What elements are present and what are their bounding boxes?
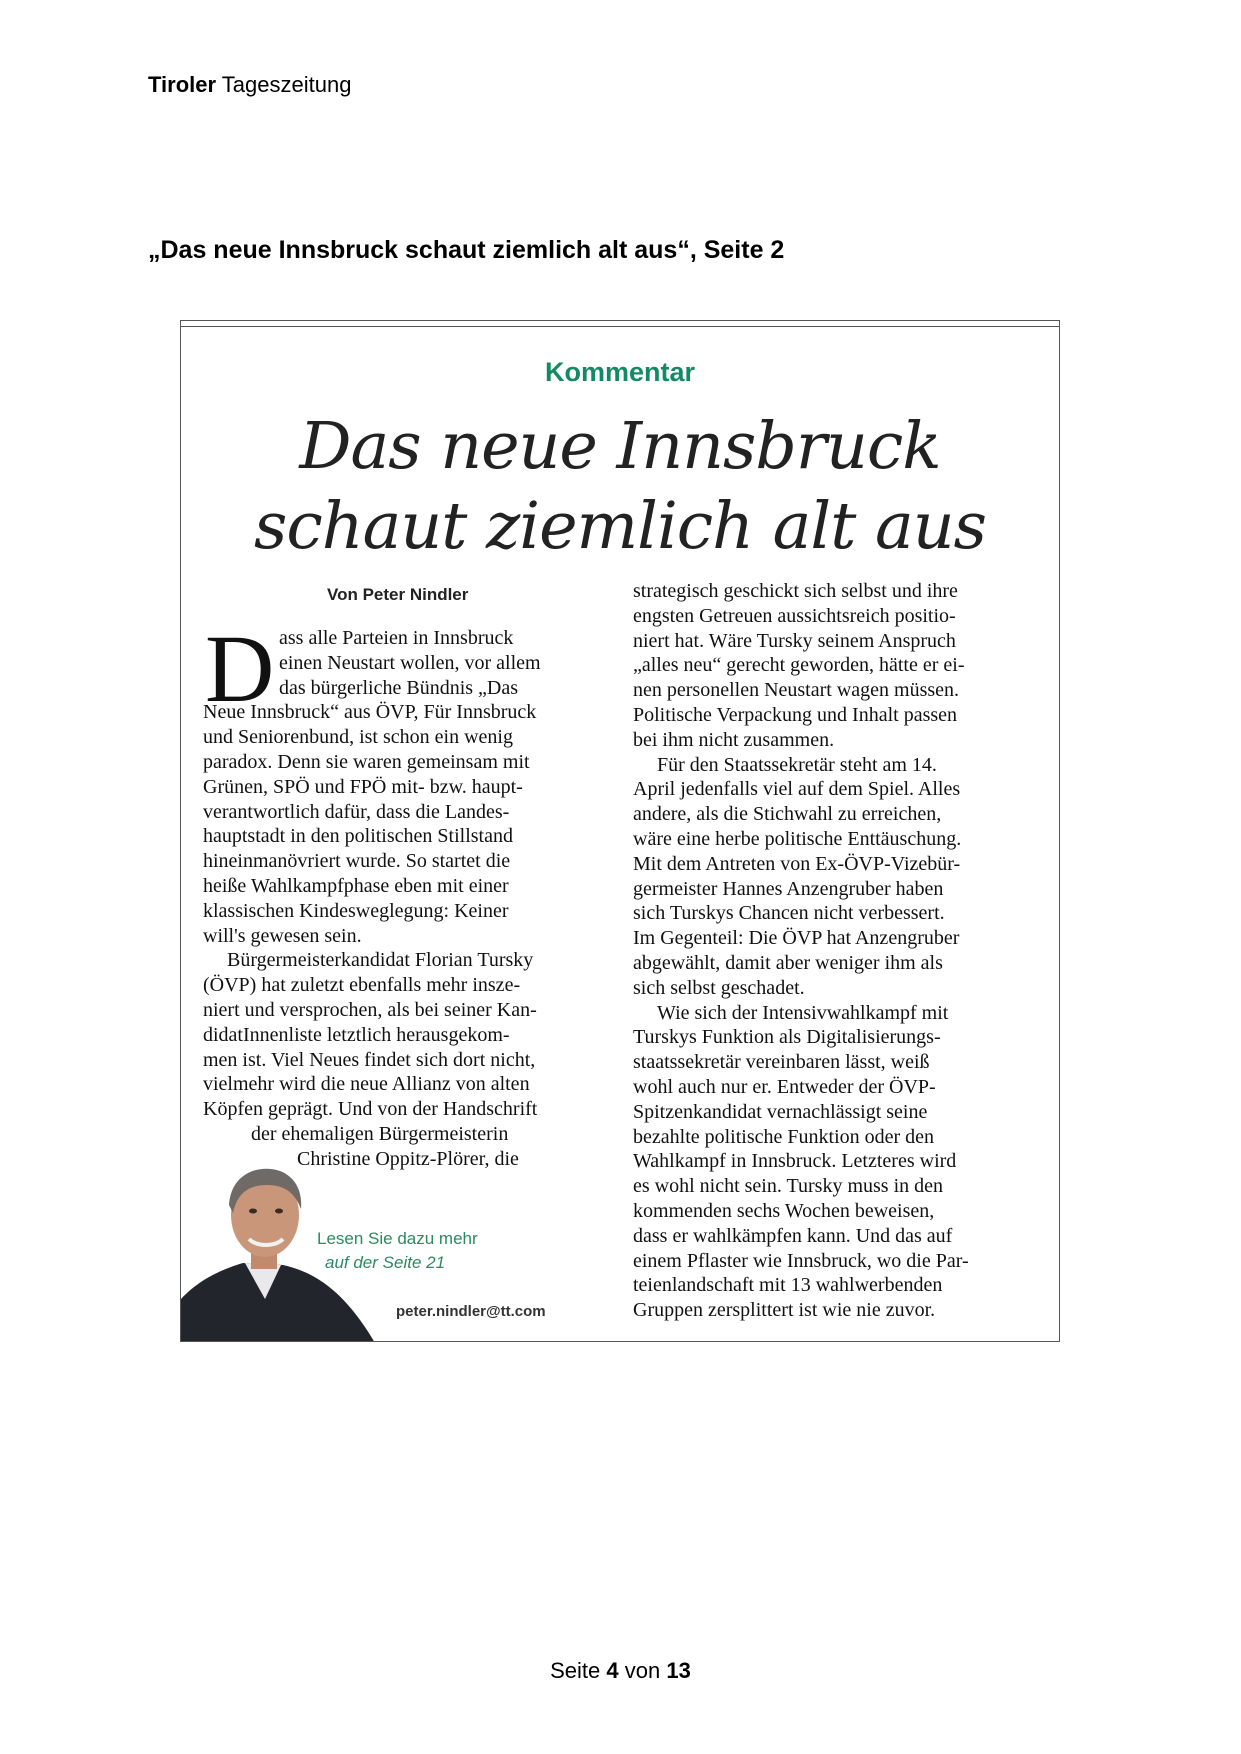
text-line: men ist. Viel Neues findet sich dort nicht, [203, 1048, 536, 1071]
text-line: bezahlte politische Funktion oder den [633, 1125, 935, 1148]
article-byline: Von Peter Nindler [327, 585, 469, 604]
text-line: Grünen, SPÖ und FPÖ mit- bzw. haupt- [203, 775, 523, 798]
read-more-line-1: Lesen Sie dazu mehr [317, 1229, 478, 1248]
text-line: (ÖVP) hat zuletzt ebenfalls mehr insze- [203, 974, 521, 997]
text-line: niert hat. Wäre Tursky seinem Anspruch [633, 629, 956, 652]
text-line: das bürgerliche Bündnis „Das [279, 676, 519, 699]
publication-name-rest: Tageszeitung [221, 72, 352, 97]
text-line: Neue Innsbruck“ aus ÖVP, Für Innsbruck [203, 701, 537, 724]
text-line: ass alle Parteien in Innsbruck [279, 627, 514, 649]
text-line: wohl auch nur er. Entweder der ÖVP- [633, 1075, 936, 1098]
text-line: Christine Oppitz-Plörer, die [297, 1147, 519, 1170]
text-line: Köpfen geprägt. Und von der Handschrift [203, 1098, 538, 1121]
article-kicker: Kommentar [544, 357, 696, 387]
text-line: staatssekretär vereinbaren lässt, weiß [633, 1051, 930, 1074]
text-line: Turskys Funktion als Digitalisierungs- [633, 1026, 941, 1049]
text-line: Mit dem Antreten von Ex-ÖVP-Vizebür- [633, 852, 961, 875]
text-line: niert und versprochen, als bei seiner Kan- [203, 998, 537, 1021]
text-line: heiße Wahlkampfphase eben mit einer [203, 874, 509, 897]
text-line: teienlandschaft mit 13 wahlwerbenden [633, 1274, 943, 1297]
text-line: vielmehr wird die neue Allianz von alten [203, 1073, 530, 1096]
text-line: andere, als die Stichwahl zu erreichen, [633, 803, 942, 826]
publication-name-bold: Tiroler [148, 72, 217, 97]
text-line: Für den Staatssekretär steht am 14. [657, 753, 937, 776]
text-line: strategisch geschickt sich selbst und ihre [633, 580, 958, 602]
footer-total-pages: 13 [666, 1658, 691, 1683]
headline-line-1: Das neue Innsbruck [299, 409, 941, 484]
text-line: sich selbst geschadet. [633, 976, 805, 999]
text-line: hauptstadt in den politischen Stillstand [203, 825, 513, 848]
text-line: Im Gegenteil: Die ÖVP hat Anzengruber [633, 927, 960, 950]
text-line: didatInnenliste letztlich herausgekom- [203, 1023, 510, 1046]
page-number-footer [0, 1658, 1241, 1684]
text-line: bei ihm nicht zusammen. [633, 728, 835, 751]
article-column-1 [203, 615, 613, 1172]
newspaper-clipping [180, 320, 1060, 1342]
clipping-top-rule [181, 326, 1059, 327]
footer-current-page: 4 [606, 1658, 619, 1683]
text-line: germeister Hannes Anzengruber haben [633, 877, 944, 900]
text-line: will's gewesen sein. [203, 924, 362, 947]
text-line: April jedenfalls viel auf dem Spiel. Alles [633, 778, 961, 801]
text-line: einem Pflaster wie Innsbruck, wo die Par- [633, 1249, 969, 1272]
text-line: der ehemaligen Bürgermeisterin [251, 1122, 509, 1145]
text-line: abgewählt, damit aber weniger ihm als [633, 951, 943, 974]
text-line: engsten Getreuen aussichtsreich positio- [633, 604, 956, 627]
author-email: peter.nindler@tt.com [396, 1303, 546, 1320]
text-line: „alles neu“ gerecht geworden, hätte er ei- [633, 654, 965, 677]
text-line: paradox. Denn sie waren gemeinsam mit [203, 750, 530, 773]
article-column-2 [633, 579, 1047, 1323]
drop-cap: D [205, 615, 275, 722]
footer-middle: von [624, 1658, 661, 1683]
text-line: nen personellen Neustart wagen müssen. [633, 679, 960, 702]
publication-header [148, 72, 351, 98]
text-line: klassischen Kindesweglegung: Keiner [203, 899, 509, 922]
text-line: wäre eine herbe politische Enttäuschung. [633, 827, 962, 850]
text-line: einen Neustart wollen, vor allem [279, 651, 541, 674]
text-line: Wie sich der Intensivwahlkampf mit [657, 1001, 949, 1024]
text-line: Bürgermeisterkandidat Florian Tursky [227, 949, 534, 972]
text-line: kommenden sechs Wochen beweisen, [633, 1199, 935, 1222]
text-line: hineinmanövriert wurde. So startet die [203, 850, 511, 873]
text-line: Gruppen zersplittert ist wie nie zuvor. [633, 1299, 936, 1322]
text-line: und Seniorenbund, ist schon ein wenig [203, 726, 513, 749]
text-line: verantwortlich dafür, dass die Landes- [203, 800, 510, 823]
text-line: dass er wahlkämpfen kann. Und das auf [633, 1224, 953, 1247]
text-line: Wahlkampf in Innsbruck. Letzteres wird [633, 1150, 957, 1173]
text-line: sich Turskys Chancen nicht verbessert. [633, 902, 945, 925]
footer-prefix: Seite [550, 1658, 601, 1683]
text-line: Spitzenkandidat vernachlässigt seine [633, 1100, 928, 1123]
text-line: es wohl nicht sein. Tursky muss in den [633, 1175, 944, 1198]
read-more-line-2: auf der Seite 21 [325, 1253, 446, 1272]
headline-line-2: schaut ziemlich alt aus [254, 489, 986, 564]
text-line: Politische Verpackung und Inhalt passen [633, 703, 958, 726]
article-headline [181, 407, 1059, 567]
read-more-note [317, 1227, 478, 1275]
document-heading: „Das neue Innsbruck schaut ziemlich alt aus“, Seite 2 [148, 236, 785, 264]
